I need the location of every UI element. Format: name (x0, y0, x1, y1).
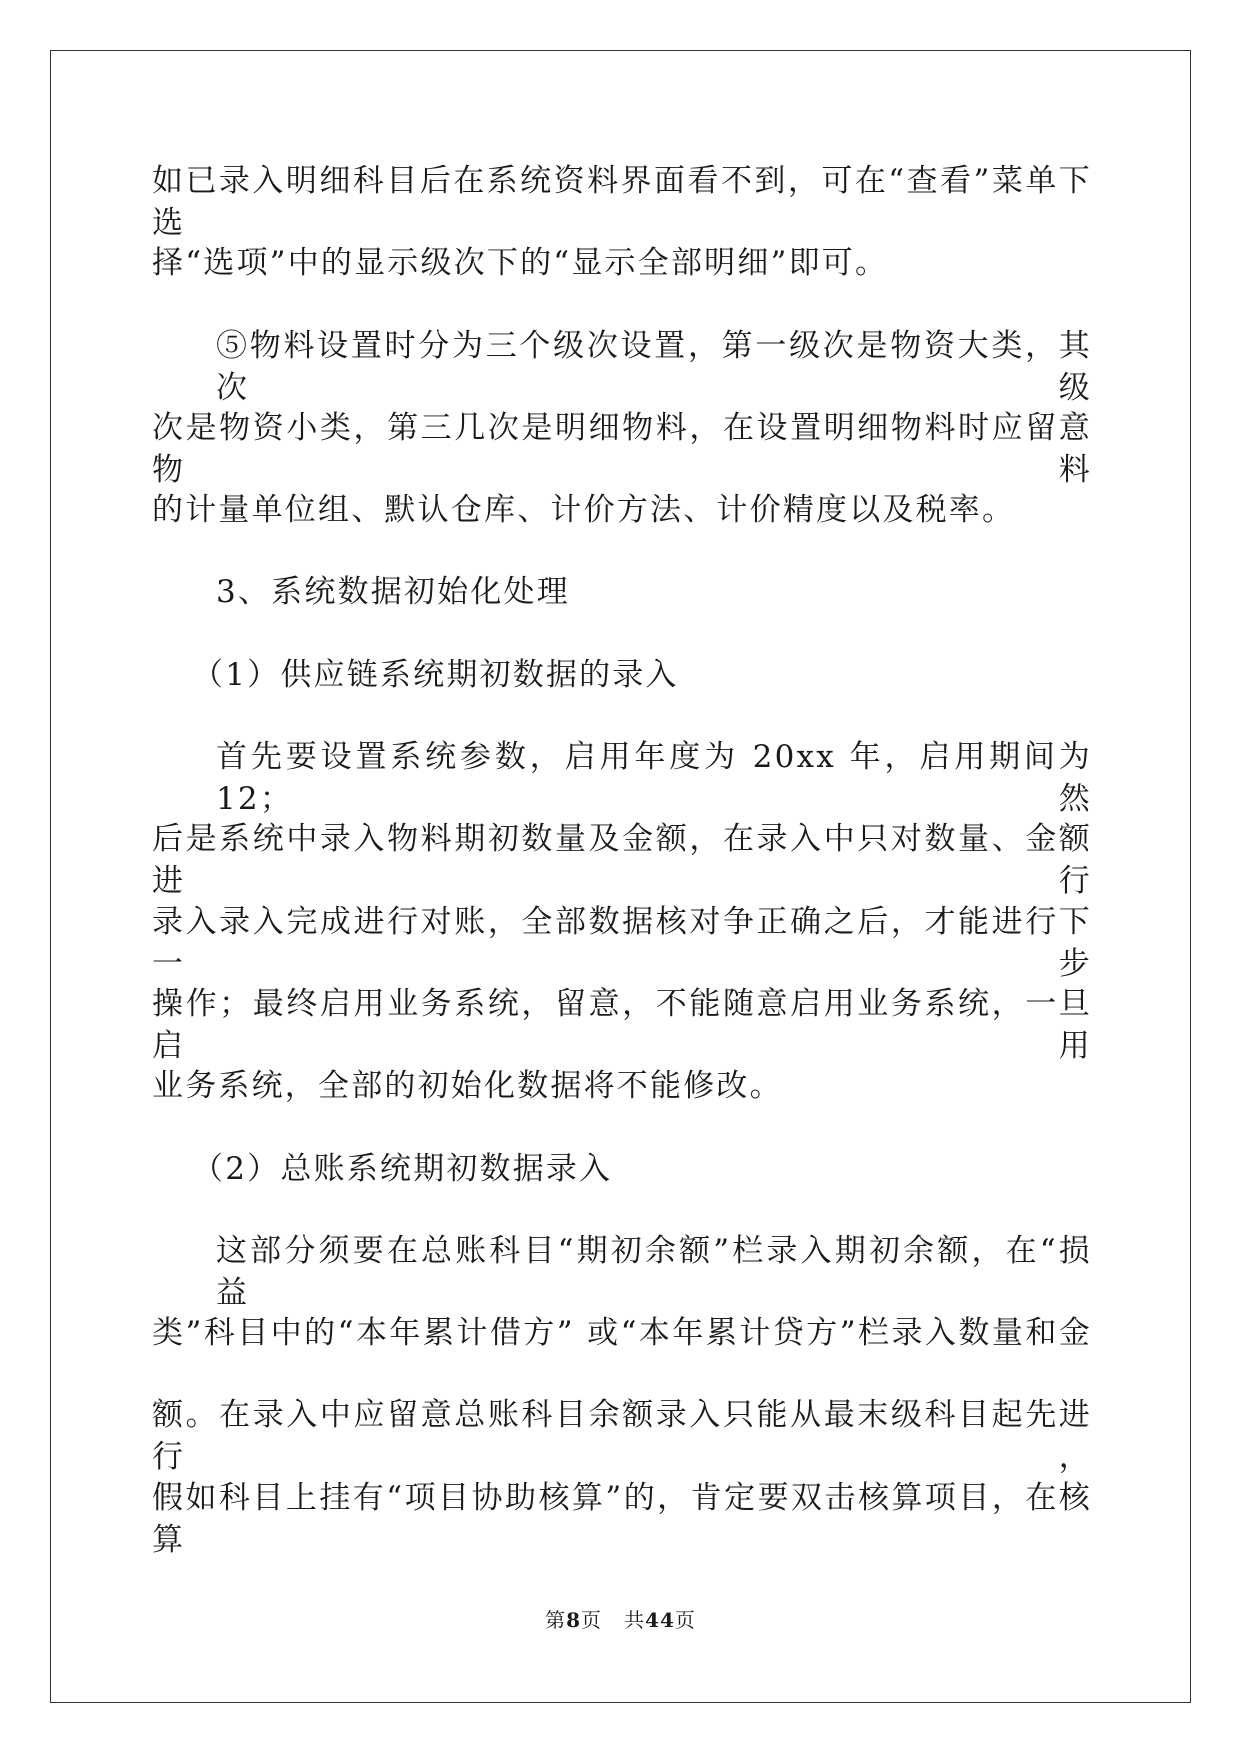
text-line: 后是系统中录入物料期初数量及金额，在录入中只对数量、金额进行 (152, 821, 1092, 900)
footer-page-unit: 页 (581, 1608, 602, 1632)
text-line: 录入录入完成进行对账，全部数据核对争正确之后，才能进行下一步 (152, 903, 1092, 982)
text-line: 择“选项”中的显示级次下的“显示全部明细”即可。 (152, 245, 889, 282)
subsection-heading: （1）供应链系统期初数据的录入 (192, 656, 679, 693)
text-line: 额。在录入中应留意总账科目余额录入只能从最末级科目起先进行， (152, 1397, 1092, 1476)
text-line: 类”科目中的“本年累计借方” 或“本年累计贷方”栏录入数量和金 (152, 1315, 1092, 1352)
text-line: 如已录入明细科目后在系统资料界面看不到，可在“查看”菜单下选 (152, 163, 1092, 241)
text-line: 这部分须要在总账科目“期初余额”栏录入期初余额，在“损益 (216, 1232, 1092, 1311)
subsection-heading: （2）总账系统期初数据录入 (192, 1150, 613, 1187)
text-line: 次是物资小类，第三几次是明细物料，在设置明细物料时应留意物料 (152, 409, 1092, 488)
footer-total-unit: 页 (674, 1608, 696, 1632)
page-footer (0, 1604, 1241, 1633)
total-pages: 44 (645, 1608, 675, 1632)
text-line: 的计量单位组、默认仓库、计价方法、计价精度以及税率。 (152, 492, 1016, 529)
text-line: 业务系统，全部的初始化数据将不能修改。 (152, 1068, 783, 1105)
text-line: ⑤物料设置时分为三个级次设置，第一级次是物资大类，其次级 (216, 327, 1092, 406)
text-line: 操作；最终启用业务系统，留意，不能随意启用业务系统，一旦启用 (152, 985, 1092, 1064)
footer-total-prefix: 共 (624, 1608, 646, 1632)
footer-prefix: 第 (545, 1608, 567, 1632)
text-line: 首先要设置系统参数，启用年度为 20xx 年，启用期间为 12；然 (216, 739, 1092, 818)
section-heading: 3、系统数据初始化处理 (216, 574, 570, 611)
document-body (152, 160, 1092, 1559)
page-number: 8 (566, 1608, 581, 1632)
text-line: 假如科目上挂有“项目协助核算”的，肯定要双击核算项目，在核算 (152, 1479, 1092, 1558)
